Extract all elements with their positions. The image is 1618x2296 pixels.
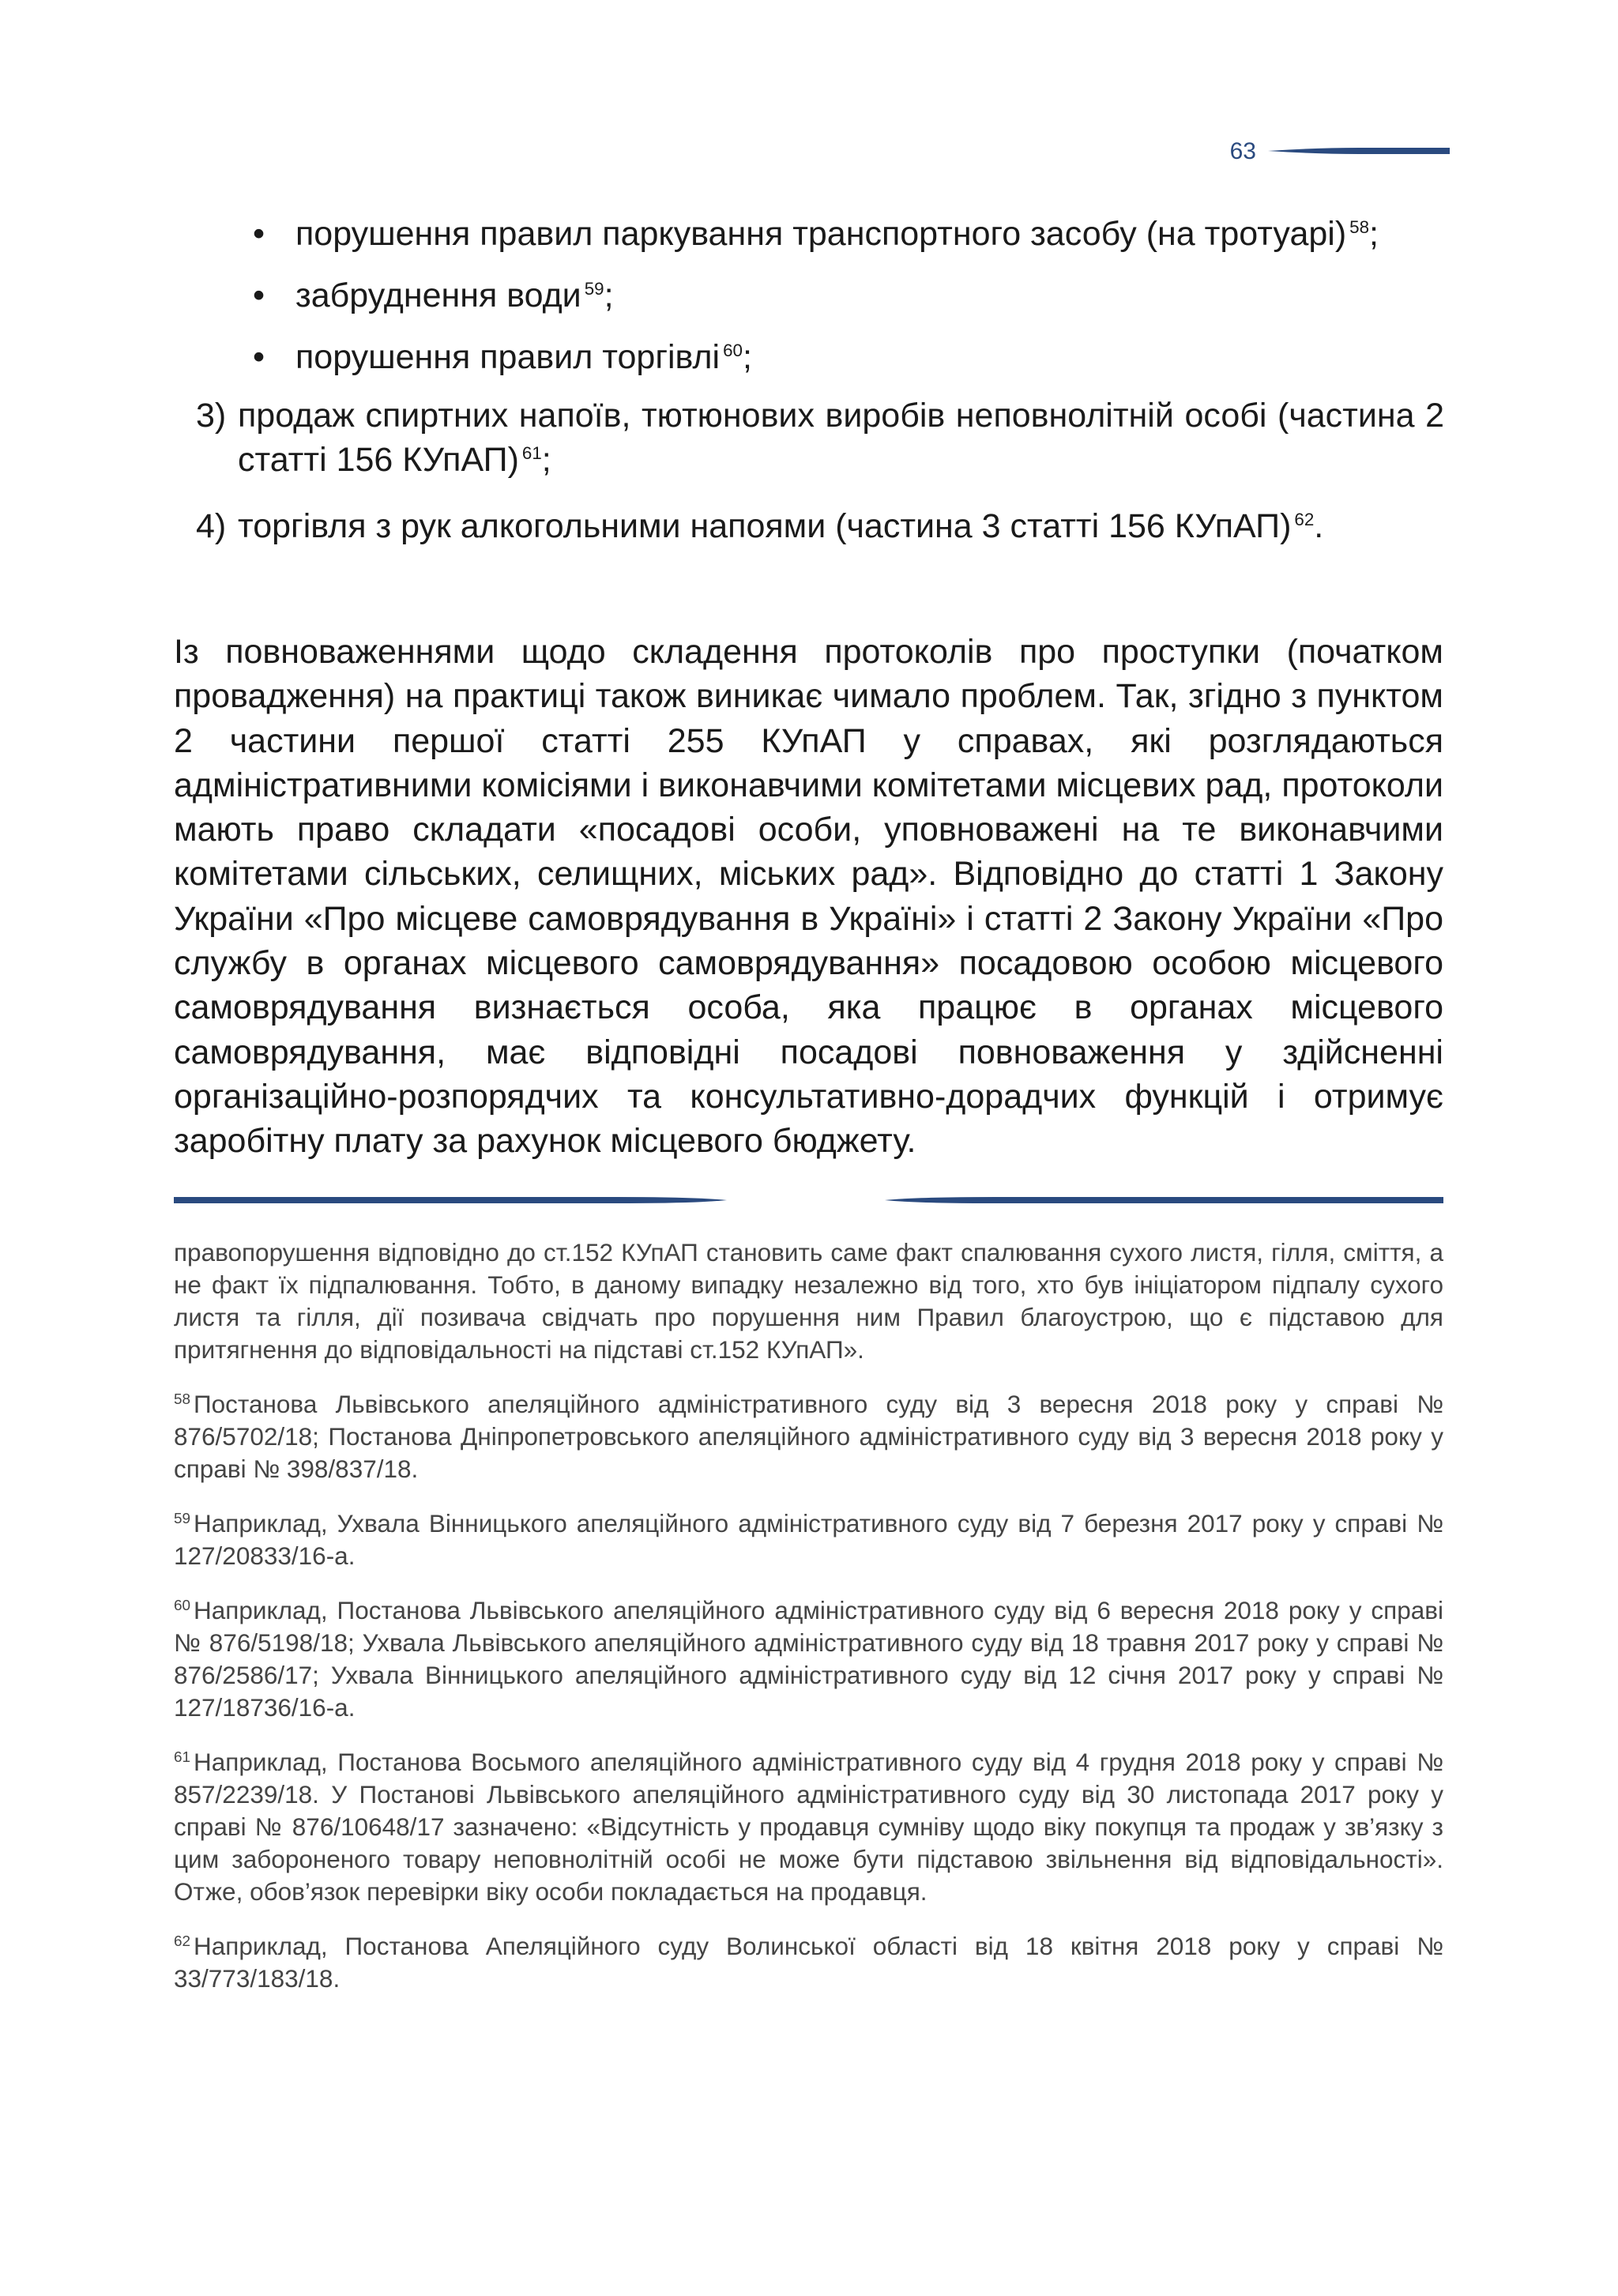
numbered-item-3 bbox=[196, 393, 1444, 482]
header-rule bbox=[1268, 146, 1450, 156]
footnote-ref[interactable]: 62 bbox=[1294, 509, 1315, 529]
bullet-list bbox=[253, 209, 1438, 394]
footnote-ref[interactable]: 59 bbox=[584, 278, 604, 299]
bullet-item bbox=[253, 333, 1438, 382]
footnote-number: 59 bbox=[174, 1510, 191, 1527]
footnote-number: 60 bbox=[174, 1597, 191, 1614]
bullet-end: ; bbox=[1369, 215, 1379, 253]
footnote-ref[interactable]: 61 bbox=[521, 442, 542, 463]
bullet-end: ; bbox=[604, 277, 614, 314]
bullet-end: ; bbox=[742, 338, 752, 376]
footnote-60 bbox=[174, 1594, 1443, 1724]
footnote-number: 61 bbox=[174, 1748, 191, 1766]
footnote-text: Наприклад, Постанова Апеляційного суду Волинської області від 18 квітня 2018 року у справі № 33/773/183/18. bbox=[174, 1932, 1443, 1993]
page-number: 63 bbox=[1229, 138, 1256, 164]
bullet-dot: • bbox=[253, 215, 265, 253]
item-text: продаж спиртних напоїв, тютюнових виробів неповнолітній особі (частина 2 статті 156 КУпАП) bbox=[238, 397, 1444, 479]
bullet-item bbox=[253, 271, 1438, 320]
bullet-text: порушення правил торгівлі bbox=[295, 338, 721, 376]
footnote-62 bbox=[174, 1930, 1443, 1995]
bullet-text: порушення правил паркування транспортного засобу (на тротуарі) bbox=[295, 215, 1347, 253]
footnote-59 bbox=[174, 1507, 1443, 1572]
numbered-item-4 bbox=[196, 504, 1444, 548]
item-end: . bbox=[1314, 507, 1324, 545]
footnote-text: Постанова Львівського апеляційного адміністративного суду від 3 вересня 2018 року у справі № 876/5702/18; Постанова Дніпропетровського апеляційного адміністративного суду від 3 вересня 2018 року у справі № 398/837/18. bbox=[174, 1390, 1443, 1483]
footnote-61 bbox=[174, 1746, 1443, 1908]
footnote-ref[interactable]: 58 bbox=[1349, 216, 1370, 237]
footnote-text: Наприклад, Постанова Львівського апеляційного адміністративного суду від 6 вересня 2018 року у справі № 876/5198/18; Ухвала Львівського апеляційного адміністративного суду від 18 травня 2017 року у справі № 876/2586/17; Ухвала Вінницького апеляційного адміністративного суду від 12 січня 2017 року у справі № 127/18736/16-а. bbox=[174, 1596, 1443, 1722]
footnote-58 bbox=[174, 1388, 1443, 1485]
item-text-wrap bbox=[238, 393, 1444, 482]
item-text-wrap bbox=[238, 504, 1444, 548]
item-number: 3) bbox=[196, 397, 227, 435]
item-text: торгівля з рук алкогольними напоями (частина 3 статті 156 КУпАП) bbox=[238, 507, 1292, 545]
body-paragraph: Із повноваженнями щодо складення протоколів про проступки (початком провадження) на практиці також виникає чимало проблем. Так, згідно з пунктом 2 частини першої статті 255 КУпАП у справах, які розглядаються адміністративними комісіями і виконавчими комітетами місцевих рад, протоколи мають право складати «посадові особи, уповноважені на те виконавчими комітетами сільських, селищних, міських рад». Відповідно до статті 1 Закону України «Про місцеве самоврядування в Україні» і статті 2 Закону України «Про службу в органах місцевого самоврядування» посадовою особою місцевого самоврядування визнається особа, яка працює в органах місцевого самоврядування, має відповідні посадові повноваження у здійсненні організаційно-розпорядчих та консультативно-дорадчих функцій і отримує заробітну плату за рахунок місцевого бюджету. bbox=[174, 633, 1443, 1161]
bullet-item bbox=[253, 209, 1438, 258]
bullet-dot: • bbox=[253, 338, 265, 376]
footnote-divider bbox=[174, 1195, 1443, 1206]
footnote-ref[interactable]: 60 bbox=[723, 340, 743, 360]
bullet-text: забруднення води bbox=[295, 277, 581, 314]
item-number: 4) bbox=[196, 507, 227, 545]
footnote-number: 62 bbox=[174, 1933, 191, 1950]
footnote-text: Наприклад, Постанова Восьмого апеляційного адміністративного суду від 4 грудня 2018 року у справі № 857/2239/18. У Постанові Львівського апеляційного адміністративного суду від 30 листопада 2017 року у справі № 876/10648/17 зазначено: «Відсутність у продавця сумніву щодо віку покупця та продаж у зв’язку з цим забороненого товару неповнолітній особі не може бути підставою звільнення від відповідальності». Отже, обов’язок перевірки віку особи покладається на продавця. bbox=[174, 1748, 1443, 1906]
footnote-continuation: правопорушення відповідно до ст.152 КУпАП становить саме факт спалювання сухого листя, гілля, сміття, а не факт їх підпалювання. Тобто, в даному випадку незалежно від того, хто був ініціатором підпалу сухого листя та гілля, дії позивача свідчать про порушення ним Правил благоустрою, що є підставою для притягнення до відповідальності на підставі ст.152 КУпАП». bbox=[174, 1238, 1443, 1364]
footnotes bbox=[174, 1236, 1443, 2017]
item-end: ; bbox=[541, 441, 551, 479]
bullet-dot: • bbox=[253, 277, 265, 314]
footnote-number: 58 bbox=[174, 1391, 191, 1408]
footnote-text: Наприклад, Ухвала Вінницького апеляційного адміністративного суду від 7 березня 2017 року у справі № 127/20833/16-а. bbox=[174, 1509, 1443, 1570]
